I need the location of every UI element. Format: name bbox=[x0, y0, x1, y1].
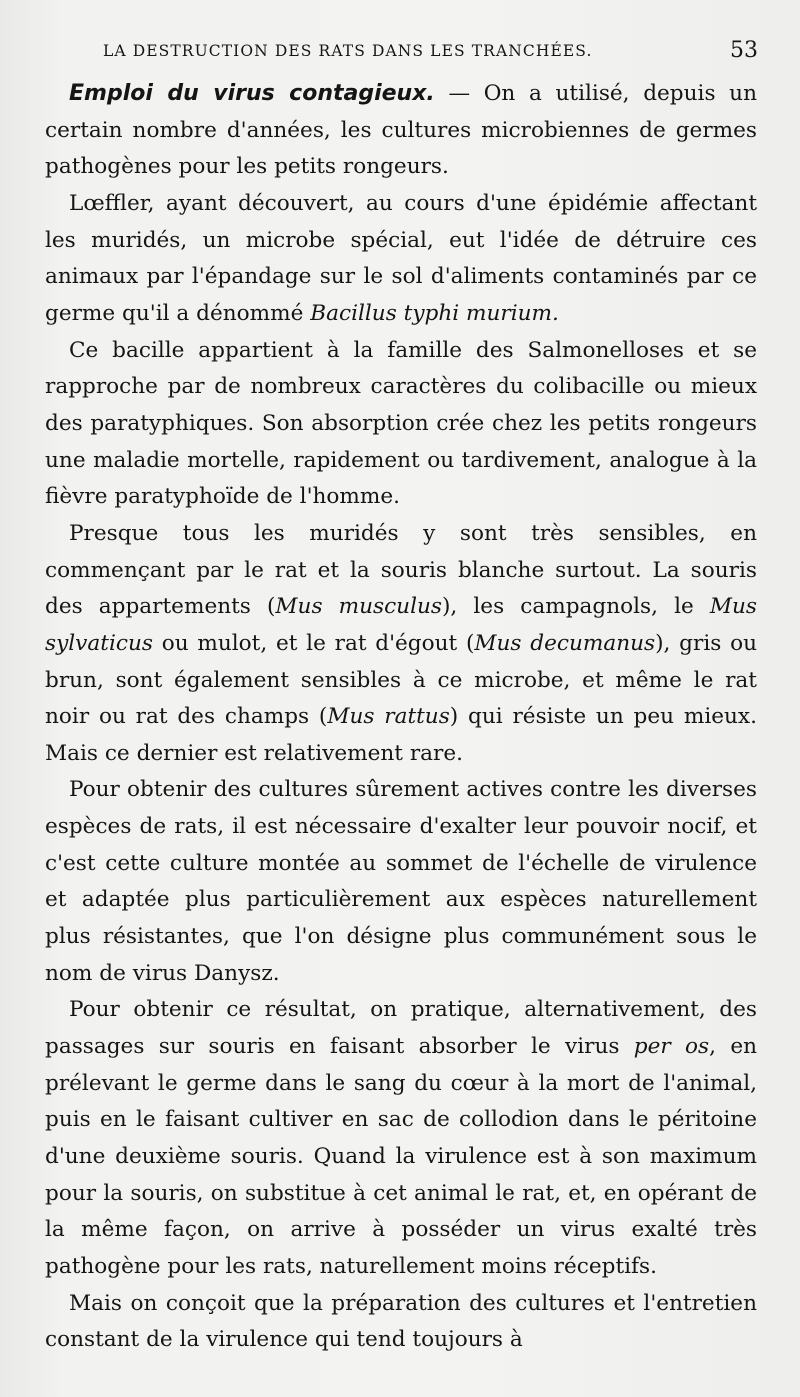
paragraph-text: ) qui résiste un peu mieux. Mais ce dernier est relativement rare. bbox=[45, 704, 757, 766]
species-name: Mus sylvaticus bbox=[45, 594, 758, 656]
species-name: Mus rattus bbox=[327, 704, 450, 730]
paragraph-text: ), les campagnols, le bbox=[442, 594, 710, 620]
body-text bbox=[45, 76, 757, 1359]
paragraph-section-intro bbox=[45, 76, 757, 186]
paragraph-text: ), gris ou brun, sont également sensibles à ce microbe, et même le rat noir ou rat des champs ( bbox=[45, 630, 757, 730]
paragraph-preparation: Mais on conçoit que la préparation des cultures et l'entretien constant de la virulence qui tend toujours à bbox=[45, 1290, 757, 1353]
title-dash: — bbox=[434, 81, 484, 106]
paragraph-virus-danysz: Pour obtenir des cultures sûrement actives contre les diverses espèces de rats, il est nécessaire d'exalter leur pouvoir nocif, et c'est cette culture montée au sommet de l'échelle de virulence et adaptée plus particulièrement aux espèces naturellement plus résistantes, que l'on désigne plus communément sous le nom de virus Danysz. bbox=[45, 777, 757, 986]
paragraph-loeffler bbox=[45, 186, 757, 333]
species-name: Mus decumanus bbox=[474, 630, 656, 656]
species-name: Mus musculus bbox=[275, 594, 442, 620]
running-header bbox=[103, 34, 758, 68]
running-title: LA DESTRUCTION DES RATS DANS LES TRANCHÉES. bbox=[103, 42, 593, 60]
paragraph-text: ou mulot, et le rat d'égout ( bbox=[152, 630, 475, 656]
paragraph-text: Pour obtenir ce résultat, on pratique, alternativement, des passages sur souris en faisant absorber le virus bbox=[45, 997, 757, 1060]
species-name: Bacillus typhi murium. bbox=[310, 300, 559, 326]
paragraph-murides bbox=[45, 516, 757, 773]
latin-phrase: per os bbox=[633, 1034, 710, 1060]
section-intro-text: On a utilisé, depuis un certain nombre d'années, les cultures microbiennes de germes pathogènes pour les petits rongeurs. bbox=[45, 81, 758, 180]
section-title: Emploi du virus contagieux. bbox=[69, 81, 435, 106]
paragraph-passages bbox=[45, 992, 757, 1285]
page-number: 53 bbox=[730, 38, 758, 63]
paragraph-text: Presque tous les muridés y sont très sensibles, en commençant par le rat et la souris blanche surtout. La souris des appartements ( bbox=[45, 520, 757, 620]
paragraph-text: , en prélevant le germe dans le sang du cœur à la mort de l'animal, puis en le faisant cultiver en sac de collodion dans le péritoine d'une deuxième souris. Quand la virulence est à son maximum pour la souris, on substitue à cet animal le rat, et, en opérant de la même façon, on arrive à posséder un virus exalté très pathogène pour les rats, naturellement moins réceptifs. bbox=[45, 1034, 758, 1279]
paragraph-bacillus: Ce bacille appartient à la famille des Salmonelloses et se rapproche par de nombreux caractères du colibacille ou mieux des paratyphiques. Son absorption crée chez les petits rongeurs une maladie mortelle, rapidement ou tardivement, analogue à la fièvre paratyphoïde de l'homme. bbox=[45, 337, 757, 510]
paragraph-text: Lœffler, ayant découvert, au cours d'une épidémie affectant les muridés, un microbe spécial, eut l'idée de détruire ces animaux par l'épandage sur le sol d'aliments contaminés par ce germe qu'il a dénommé bbox=[45, 190, 757, 326]
